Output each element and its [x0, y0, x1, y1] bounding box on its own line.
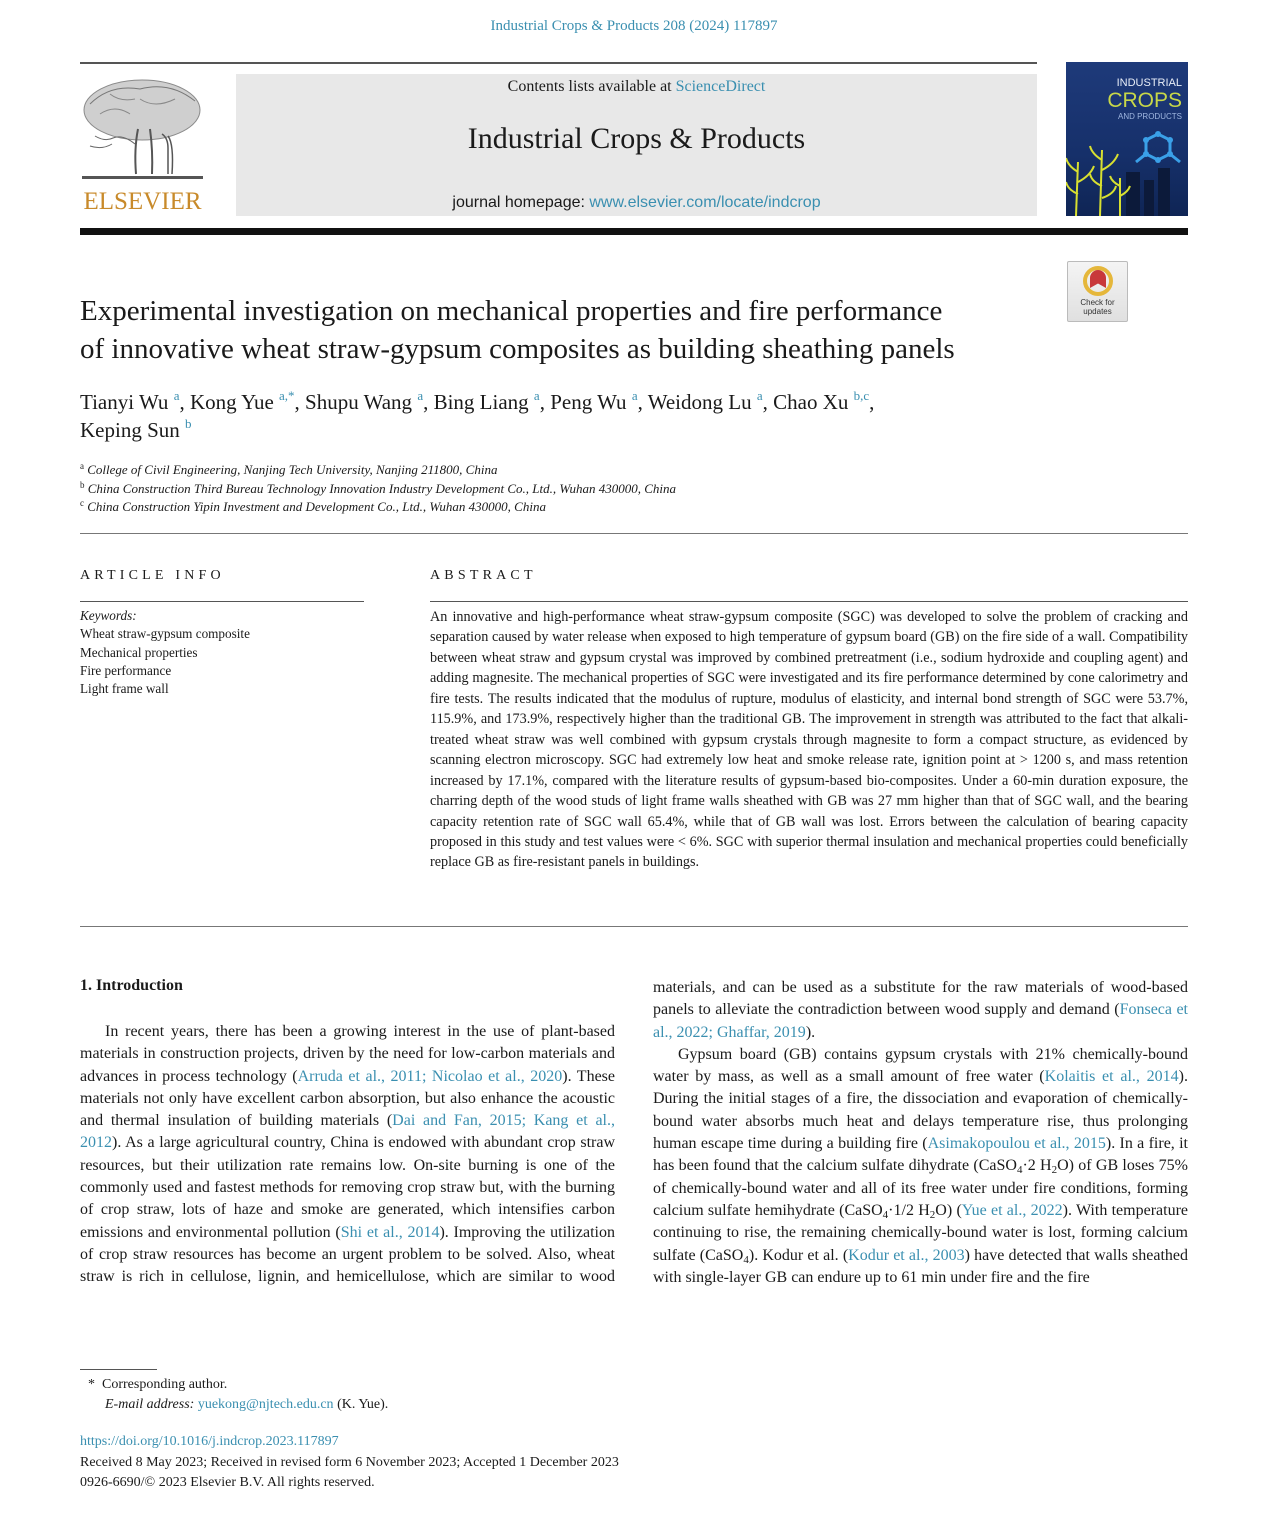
email-line: E-mail address: yuekong@njtech.edu.cn (K. Yue). [105, 1397, 389, 1412]
journal-name[interactable]: Industrial Crops & Products [467, 122, 806, 155]
author[interactable]: Tianyi Wu $^a$ [80, 388, 180, 414]
title-line-2: of innovative wheat straw-gypsum composites as building sheathing panels [80, 333, 955, 365]
keyword-item: Light frame wall [80, 681, 169, 697]
author[interactable]: Shupu Wang $^a$ [305, 388, 424, 414]
author-list: Tianyi Wu $^a$, Kong Yue $^{a,*}$, Shupu Wang $^a$, Bing Liang $^a$, Peng Wu $^a$, Weidong Lu $^a$, Chao Xu $^{b,c}$, Keping Sun $^b$ [80, 388, 875, 442]
keyword-item: Wheat straw-gypsum composite [80, 626, 250, 642]
check-updates-line-1: Check for [1080, 298, 1115, 307]
running-head[interactable]: Industrial Crops & Products 208 (2024) 117897 [490, 18, 778, 34]
affiliation-item: $^c$ China Construction Yipin Investment and Development Co., Ltd., Wuhan 430000, China [80, 498, 546, 514]
author[interactable]: Chao Xu $^{b,c}$ [773, 388, 870, 414]
citation-link[interactable]: Kolaitis et al., 2014 [1044, 1068, 1179, 1086]
author[interactable]: Weidong Lu $^a$ [647, 388, 763, 414]
body-column-left [80, 1021, 615, 1289]
article-info-heading: ARTICLE INFO [80, 568, 225, 583]
homepage-prefix: journal homepage: [452, 194, 590, 211]
citation-link[interactable]: Shi et al., 2014 [340, 1223, 440, 1241]
journal-cover-thumbnail[interactable] [1066, 62, 1188, 216]
contents-prefix: Contents lists available at [507, 78, 676, 95]
article-title [80, 292, 1040, 368]
sciencedirect-link[interactable]: ScienceDirect [675, 78, 766, 95]
author[interactable]: Peng Wu $^a$ [550, 388, 638, 414]
masthead-rule [80, 228, 1188, 235]
author[interactable]: Bing Liang $^a$ [433, 388, 540, 414]
text-run: ). [805, 1023, 816, 1041]
intro-paragraph-2: Gypsum board (GB) contains gypsum crystals with 21% chemically-bound water by mass, as well as a small amount of free water (Kolaitis et al., 2014). During the initial stages of a fire, the dissociation and evaporation of chemically-bound water absorbs much heat and delays temperature rise, thus prolonging human escape time during a building fire (Asimakopoulou et al., 2015). In a fire, it has been found that the calcium sulfate dihydrate (CaSO$_4$·2 $H_2O$) of GB loses 75% of chemically-bound water and all of its free water under fire conditions, forming calcium sulfate hemihydrate (CaSO$_4$·1/2 $H_2O$) (Yue et al., 2022). With temperature continuing to rise, the remaining chemically-bound water is lost, forming calcium sulfate (CaSO$_4$). Kodur et al. (Kodur et al., 2003) have detected that walls sheathed with single-layer GB can endure up to 61 min under fire and the fire [653, 1045, 1189, 1286]
section-divider [80, 533, 1188, 534]
footnote-rule [80, 1369, 157, 1370]
affiliation-item: $^b$ China Construction Third Bureau Technology Innovation Industry Development Co., Ltd., Wuhan 430000, China [80, 479, 676, 496]
introduction-heading: 1. Introduction [80, 977, 183, 994]
text-run: ). These materials not only have excellent carbon absorption, but also enhance the acoustic and thermal insulation of building materials ( [80, 1067, 615, 1130]
keyword-item: Mechanical properties [80, 644, 198, 660]
citation-link[interactable]: Arruda et al., 2011; Nicolao et al., 2020 [297, 1067, 563, 1085]
intro-paragraph-1-continued [653, 977, 1188, 1044]
citation-link[interactable]: Dai and Fan, 2015; Kang et al., 2012 [80, 1112, 615, 1152]
author[interactable]: Kong Yue $^{a,*}$ [189, 388, 295, 414]
section-divider [80, 926, 1188, 927]
abstract-text: An innovative and high-performance wheat straw-gypsum composite (SGC) was developed to solve the problem of cracking and separation caused by water release when exposed to high temperature of gypsum board (GB) on the fire side of a wall. Compatibility between wheat straw and gypsum crystal was improved by combined pretreatment (i.e., sodium hydroxide and coupling agent) and adding magnesite. The mechanical properties of SGC were investigated and its fire performance determined by cone calorimetry and fire tests. The results indicated that the modulus of rupture, modulus of elasticity, and internal bond strength of SGC were 53.7%, 115.9%, and 173.9%, respectively higher than the traditional GB. The improvement in strength was attributed to the fact that alkali-treated wheat straw was well combined with gypsum crystals through magnesite to form a compact structure, as evidenced by scanning electron microscopy. SGC had extremely low heat and smoke release rate, ignition point at > 1200 s, and mass retention increased by 17.1%, compared with the literature results of gypsum-based bio-composites. Under a 60-min duration exposure, the charring depth of the wood studs of light frame walls sheathed with GB was 27 mm higher than that of SGC wall, and the bearing capacity retention rate of SGC wall 65.4%, while that of GB wall was lost. Errors between the calculation of bearing capacity proposed in this study and test values were < 6%. SGC with superior thermal insulation and mechanical properties could beneficially replace GB as fire-resistant panels in buildings. [430, 609, 1188, 871]
email-link[interactable]: yuekong@njtech.edu.cn [197, 1397, 334, 1412]
text-run: materials, and can be used as a substitute for the raw materials of wood-based panels to alleviate the contradiction between wood supply and demand ( [653, 979, 1188, 1019]
journal-masthead [236, 74, 1037, 216]
publication-info [80, 1432, 880, 1494]
elsevier-logo[interactable] [80, 74, 205, 216]
check-updates-line-2: updates [1083, 307, 1112, 316]
article-info-rule [80, 601, 364, 602]
check-updates-label [1068, 298, 1127, 316]
citation-link[interactable]: Yue et al., 2022 [961, 1201, 1063, 1219]
body-column-right [653, 977, 1188, 1289]
affiliations [80, 461, 980, 517]
text-run: ). Improving the utilization of crop straw resources has become an urgent problem to be solved. Also, wheat straw is rich in cellulose, lignin, and hemicellulose, which are similar to wood [80, 1223, 616, 1286]
cover-title-line3: AND PRODUCTS [1117, 112, 1182, 121]
cover-title-line2: CROPS [1107, 89, 1182, 112]
title-line-1: Experimental investigation on mechanical properties and fire performance [80, 295, 943, 327]
footnote [88, 1375, 788, 1415]
author[interactable]: Keping Sun $^b$ [80, 416, 192, 442]
journal-homepage [236, 194, 1037, 212]
intro-paragraph-1 [80, 1021, 615, 1289]
abstract-rule [430, 601, 1188, 602]
citation-link[interactable]: Asimakopoulou et al., 2015 [927, 1135, 1106, 1153]
citation-link[interactable]: Kodur et al., 2003 [848, 1246, 965, 1264]
homepage-link[interactable]: www.elsevier.com/locate/indcrop [589, 194, 821, 211]
corresponding-author-note: * Corresponding author. [88, 1377, 228, 1392]
copyright-notice: 0926-6690/© 2023 Elsevier B.V. All rights reserved. [80, 1475, 375, 1490]
keywords-label: Keywords: [80, 608, 137, 623]
contents-availability [236, 78, 1037, 96]
article-history: Received 8 May 2023; Received in revised form 6 November 2023; Accepted 1 December 2023 [80, 1454, 619, 1470]
top-rule [80, 62, 1037, 64]
abstract-heading: ABSTRACT [430, 568, 537, 583]
keyword-item: Fire performance [80, 662, 172, 678]
check-for-updates-button[interactable] [1067, 261, 1128, 322]
affiliation-item: $^a$ College of Civil Engineering, Nanjing Tech University, Nanjing 211800, China [80, 461, 498, 477]
keywords-block [80, 607, 364, 698]
doi-link[interactable]: https://doi.org/10.1016/j.indcrop.2023.117897 [80, 1434, 339, 1449]
elsevier-tree-icon [80, 74, 205, 186]
text-run: In recent years, there has been a growing interest in the use of plant-based materials in construction projects, driven by the need for low-carbon materials and advances in process technology ( [80, 1023, 615, 1085]
elsevier-wordmark: ELSEVIER [83, 188, 202, 215]
citation-link[interactable]: Fonseca et al., 2022; Ghaffar, 2019 [653, 1001, 1189, 1041]
cover-title-line1: INDUSTRIAL [1116, 77, 1182, 89]
text-run: ). As a large agricultural country, China is endowed with abundant crop straw resources, but their utilization rate remains low. On-site burning is one of the commonly used and fastest methods for removing crop straw but, with the burning of crop straw, lots of haze and smoke are generated, which intensifies carbon emissions and environmental pollution ( [80, 1134, 615, 1241]
